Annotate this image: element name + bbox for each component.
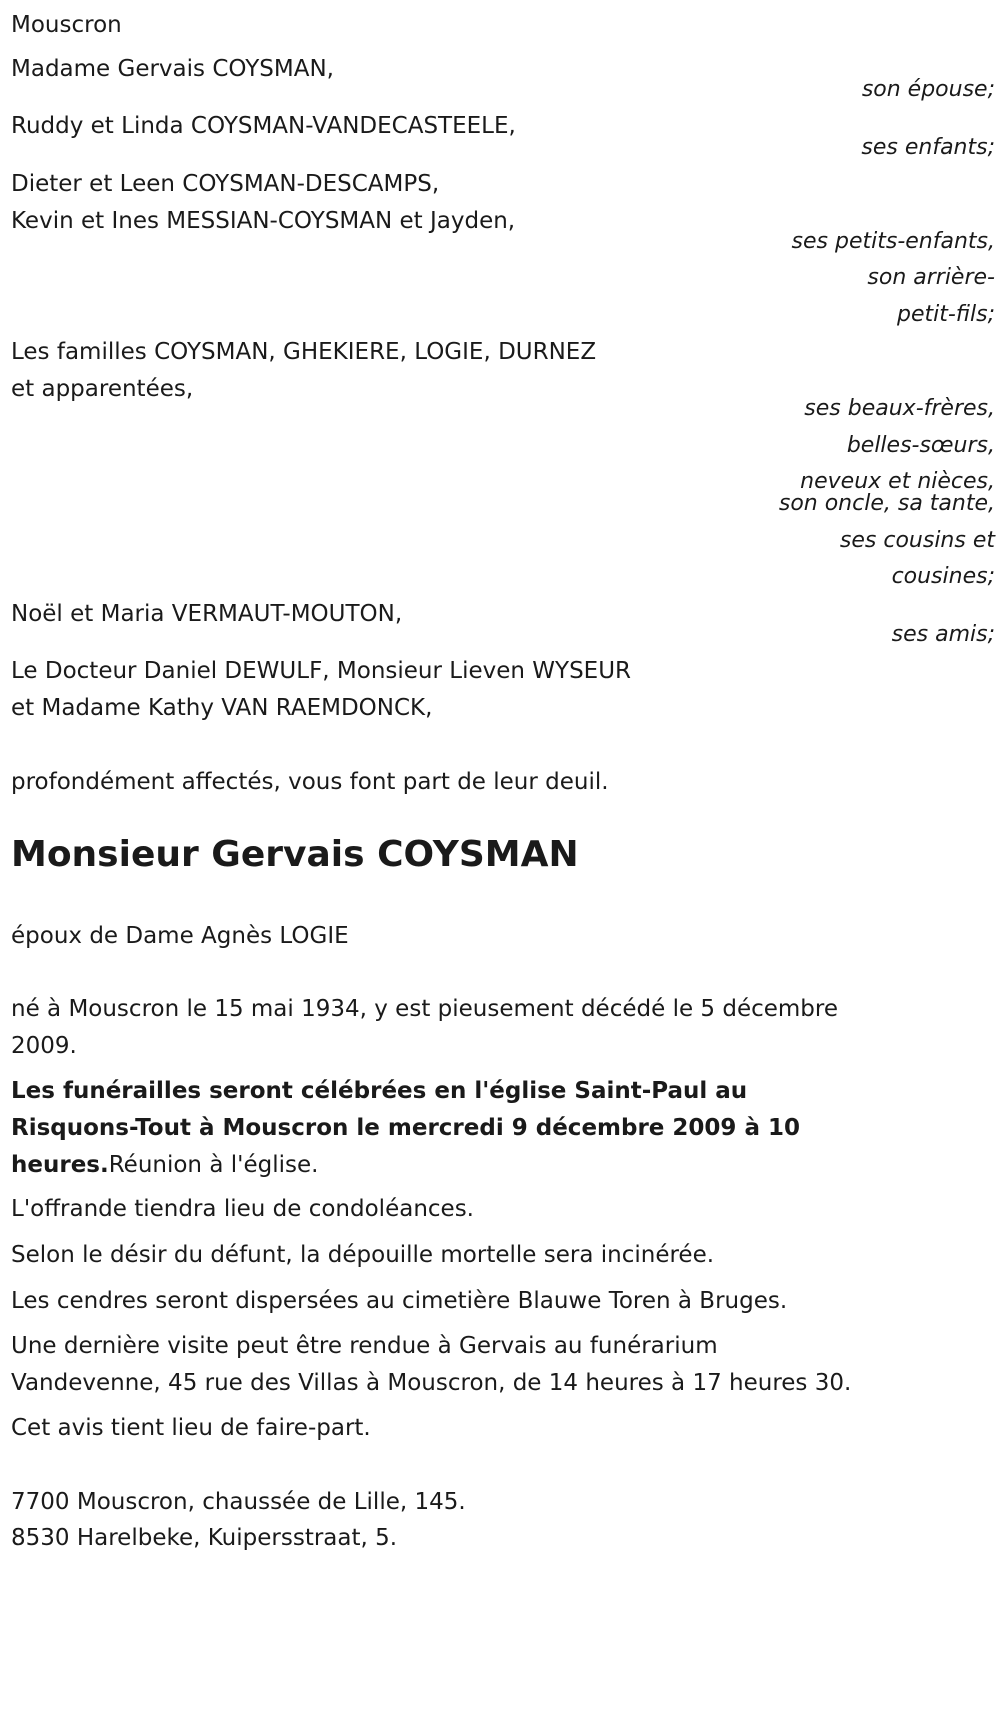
relation-label: belles-sœurs, <box>846 433 995 458</box>
relation-label: petit-fils; <box>896 302 995 327</box>
family-name-line: Les familles COYSMAN, GHEKIERE, LOGIE, DURNEZ <box>11 339 597 365</box>
family-name-line: Le Docteur Daniel DEWULF, Monsieur Lieven WYSEUR <box>11 658 632 684</box>
funeral-line: Risquons-Tout à Mouscron le mercredi 9 décembre 2009 à 10 <box>11 1115 800 1141</box>
relation-label: cousines; <box>891 564 995 589</box>
relation-label: son oncle, sa tante, <box>778 491 995 516</box>
address-line: 8530 Harelbeke, Kuipersstraat, 5. <box>11 1525 398 1551</box>
address-line: 7700 Mouscron, chaussée de Lille, 145. <box>11 1489 466 1515</box>
relation-label: ses cousins et <box>839 528 995 553</box>
visit-line: Vandevenne, 45 rue des Villas à Mouscron, de 14 heures à 17 heures 30. <box>11 1370 852 1396</box>
family-name-line: et Madame Kathy VAN RAEMDONCK, <box>11 695 433 721</box>
funeral-line: heures. <box>11 1152 109 1178</box>
dates-line: né à Mouscron le 15 mai 1934, y est pieusement décédé le 5 décembre <box>11 996 839 1022</box>
closing-line: Cet avis tient lieu de faire-part. <box>11 1415 371 1441</box>
relation-label: ses petits-enfants, <box>791 229 995 254</box>
place-heading: Mouscron <box>11 12 122 38</box>
family-name-line: et apparentées, <box>11 376 194 402</box>
relation-label: son épouse; <box>861 77 995 102</box>
family-name-line: Ruddy et Linda COYSMAN-VANDECASTEELE, <box>11 113 516 139</box>
relation-label: ses amis; <box>891 622 995 647</box>
obituary-notice <box>11 0 995 1713</box>
funeral-line: Les funérailles seront célébrées en l'église Saint-Paul au <box>11 1078 748 1104</box>
note-line: Selon le désir du défunt, la dépouille mortelle sera incinérée. <box>11 1242 715 1268</box>
funeral-last-line <box>11 1145 318 1185</box>
relation-label: ses enfants; <box>861 135 995 160</box>
relation-label: ses beaux-frères, <box>804 396 995 421</box>
family-name-line: Madame Gervais COYSMAN, <box>11 56 334 82</box>
meeting-text: Réunion à l'église. <box>108 1152 319 1178</box>
relation-label: neveux et nièces, <box>800 469 995 494</box>
note-line: L'offrande tiendra lieu de condoléances. <box>11 1196 474 1222</box>
spouse-line: époux de Dame Agnès LOGIE <box>11 923 349 949</box>
family-name-line: Noël et Maria VERMAUT-MOUTON, <box>11 601 403 627</box>
family-name-line: Kevin et Ines MESSIAN-COYSMAN et Jayden, <box>11 208 516 234</box>
family-name-line: Dieter et Leen COYSMAN-DESCAMPS, <box>11 171 440 197</box>
relation-label: son arrière- <box>867 265 995 290</box>
announcement-text: profondément affectés, vous font part de leur deuil. <box>11 769 609 795</box>
dates-line: 2009. <box>11 1033 77 1059</box>
deceased-name: Monsieur Gervais COYSMAN <box>11 834 579 875</box>
note-line: Les cendres seront dispersées au cimetière Blauwe Toren à Bruges. <box>11 1288 788 1314</box>
visit-line: Une dernière visite peut être rendue à Gervais au funérarium <box>11 1333 718 1359</box>
